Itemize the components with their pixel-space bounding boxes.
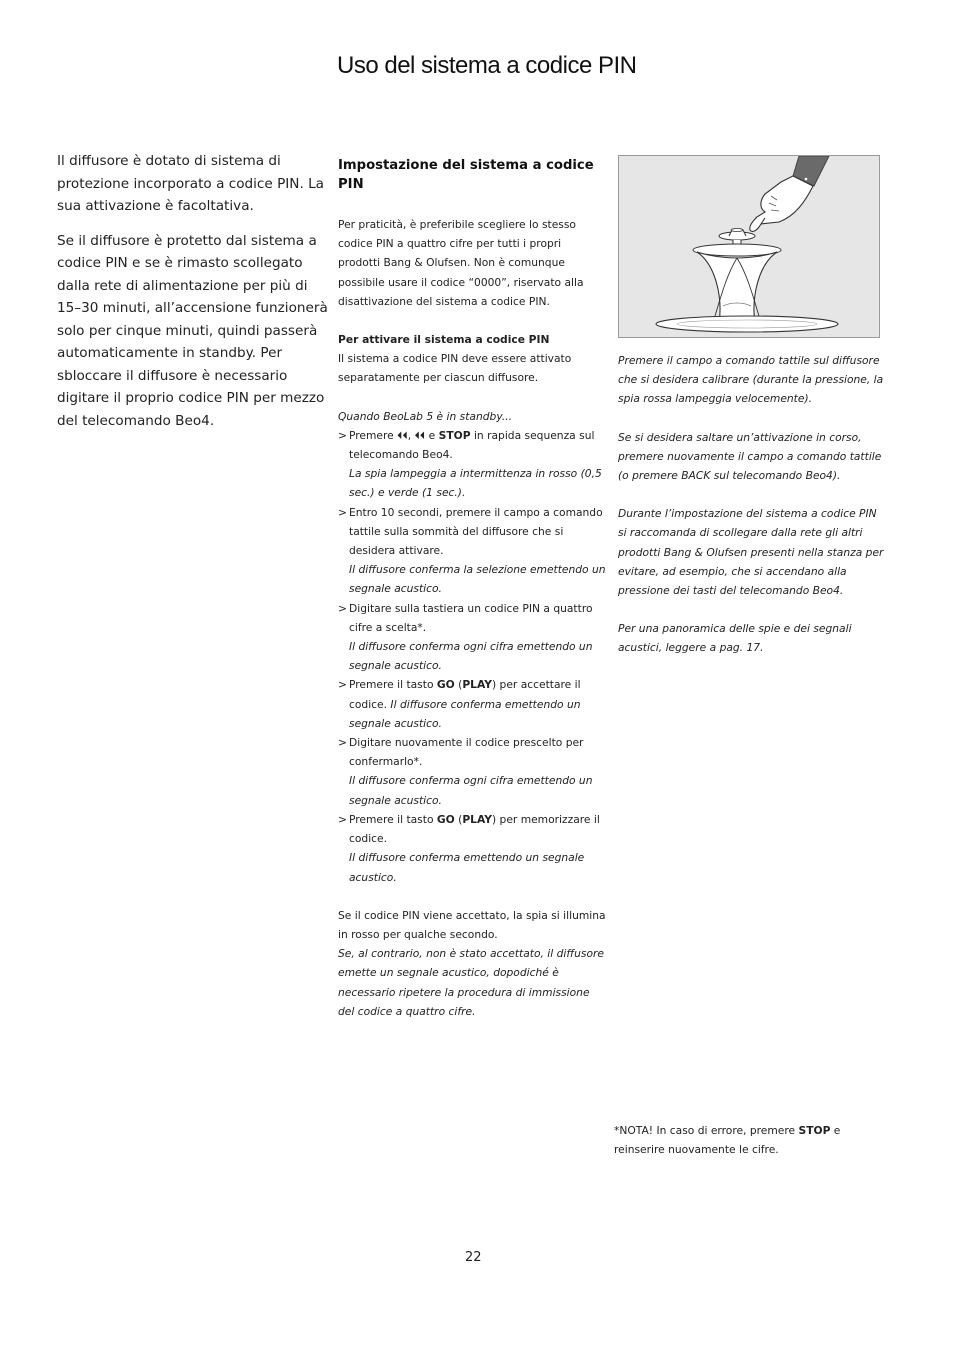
step-item: > Digitare nuovamente il codice prescelto per confermarlo*. Il diffusore conferma ogni cifra emettendo un segnale acustico. xyxy=(338,733,606,810)
step-item: > Digitare sulla tastiera un codice PIN a quattro cifre a scelta*. Il diffusore conferma ogni cifra emettendo un segnale acustico. xyxy=(338,599,606,676)
page-number: 22 xyxy=(465,1250,482,1265)
caption: Premere il campo a comando tattile sul diffusore che si desidera calibrare (durante la pressione, la spia rossa lampeggia velocemente). xyxy=(618,354,884,406)
step-item: > Entro 10 secondi, premere il campo a comando tattile sulla sommità del diffusore che si desidera attivare. Il diffusore conferma la selezione emettendo un segnale acustico. xyxy=(338,503,606,599)
key-label: PLAY xyxy=(462,678,492,692)
step-marker: > xyxy=(338,736,347,750)
caption: Durante l’impostazione del sistema a codice PIN si raccomanda di scollegare dalla rete gli altri prodotti Bang & Olufsen presenti nella stanza per evitare, ad esempio, che si accendano alla pressione dei tasti del telecomando Beo4. xyxy=(618,507,884,598)
caption: Se si desidera saltare un’attivazione in corso, premere nuovamente il campo a comando tattile (o premere BACK sul telecomando Beo4). xyxy=(618,430,882,483)
step-marker: > xyxy=(338,428,347,442)
step-item: > Premere ⏴⏴, ⏴⏴ e STOP in rapida sequenza sul telecomando Beo4. La spia lampeggia a intermittenza in rosso (0,5 sec.) e verde (1 sec.). xyxy=(338,426,606,503)
step-marker: > xyxy=(338,601,347,615)
steps-list xyxy=(338,426,606,887)
step-item: > Premere il tasto GO (PLAY) per accettare il codice. Il diffusore conferma emettendo un segnale acustico. xyxy=(338,675,606,733)
speaker-illustration xyxy=(618,155,880,338)
section-heading: Impostazione del sistema a codice PIN xyxy=(338,158,594,192)
key-label: PLAY xyxy=(462,812,492,826)
caption: Per una panoramica delle spie e dei segnali acustici, leggere a pag. 17. xyxy=(618,622,852,655)
key-label: GO xyxy=(436,678,455,692)
page-title: Uso del sistema a codice PIN xyxy=(337,52,637,79)
key-label: STOP xyxy=(438,428,471,442)
key-label: GO xyxy=(436,812,455,826)
instructions-column xyxy=(338,156,606,1021)
intro-paragraph: Il diffusore è dotato di sistema di protezione incorporato a codice PIN. La sua attivazione è facoltativa. xyxy=(57,153,324,214)
intro-column xyxy=(57,150,329,444)
step-marker: > xyxy=(338,812,347,826)
paragraph: Se il codice PIN viene accettato, la spia si illumina in rosso per qualche secondo. xyxy=(338,908,606,941)
step-marker: > xyxy=(338,678,347,692)
paragraph: Il sistema a codice PIN deve essere attivato separatamente per ciascun diffusore. xyxy=(338,352,572,385)
subheading: Per attivare il sistema a codice PIN xyxy=(338,333,550,347)
step-item: > Premere il tasto GO (PLAY) per memorizzare il codice. Il diffusore conferma emettendo un segnale acustico. xyxy=(338,810,606,887)
standby-label: Quando BeoLab 5 è in standby... xyxy=(338,409,513,423)
step-marker: > xyxy=(338,505,347,519)
captions-column xyxy=(618,351,888,677)
rewind-icon: ⏴⏴, ⏴⏴ xyxy=(397,428,426,442)
finger-pressing-speaker-image xyxy=(619,156,879,337)
paragraph: Se, al contrario, non è stato accettato, il diffusore emette un segnale acustico, dopodiché è necessario ripetere la procedura di immissione del codice a quattro cifre. xyxy=(338,947,604,1018)
paragraph: Per praticità, è preferibile scegliere lo stesso codice PIN a quattro cifre per tutti i propri prodotti Bang & Olufsen. Non è comunque possibile usare il codice “0000”, riservato alla disattivazione del sistema a codice PIN. xyxy=(338,218,584,308)
footnote: *NOTA! In caso di errore, premere STOP e reinserire nuovamente le cifre. xyxy=(614,1124,841,1156)
key-label: STOP xyxy=(798,1124,831,1137)
intro-paragraph: Se il diffusore è protetto dal sistema a codice PIN e se è rimasto scollegato dalla rete di alimentazione per più di 15–30 minuti, all’accensione funzionerà solo per cinque minuti, quindi passerà automaticamente in standby. Per sbloccare il diffusore è necessario digitare il proprio codice PIN per mezzo del telecomando Beo4. xyxy=(57,232,328,429)
